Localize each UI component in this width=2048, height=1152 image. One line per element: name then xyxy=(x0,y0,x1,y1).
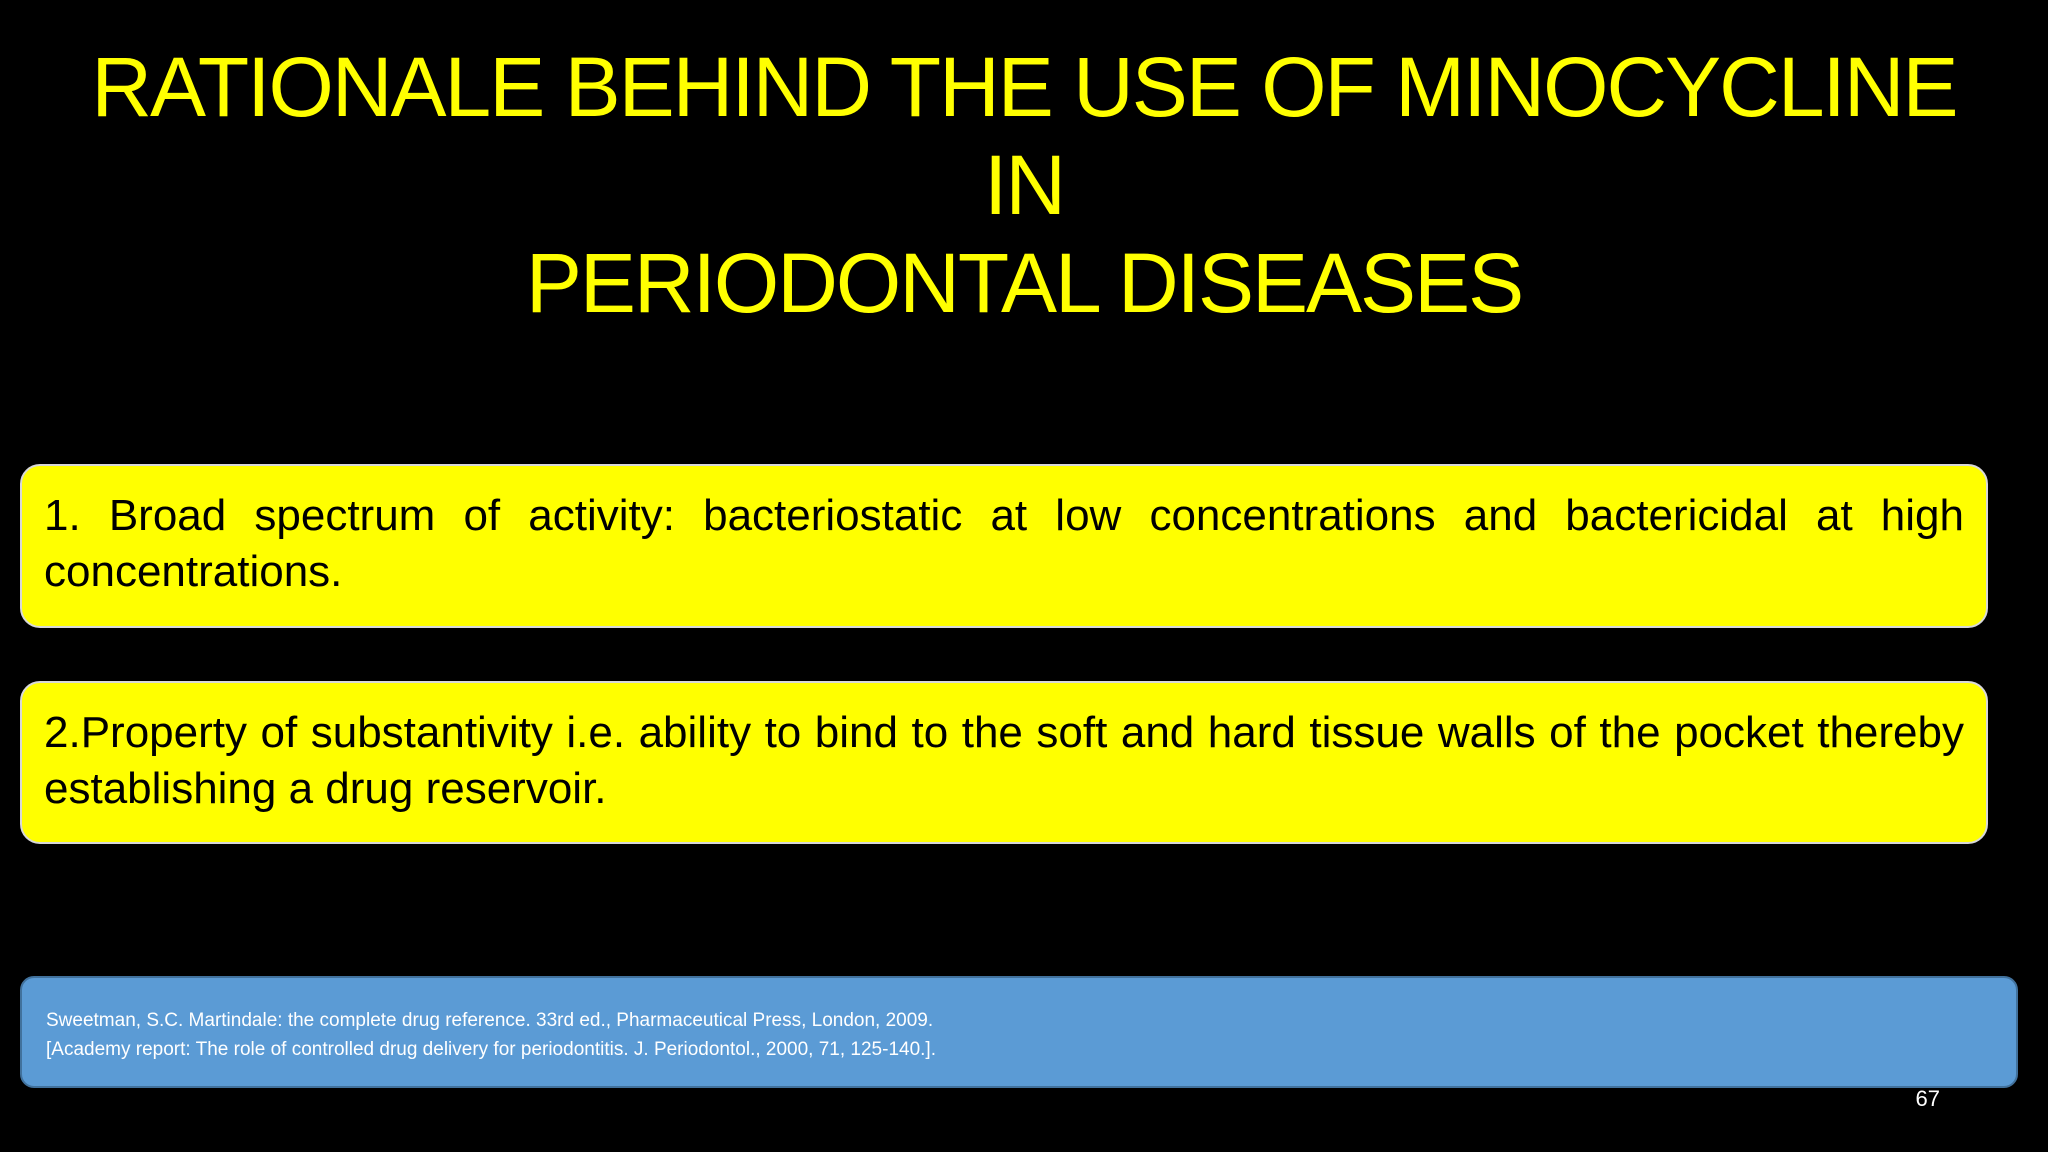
point-box-substantivity xyxy=(20,681,1988,844)
slide-title-line-2: PERIODONTAL DISEASES xyxy=(525,236,1523,330)
point-text: 1. Broad spectrum of activity: bacteriostatic at low concentrations and bactericidal at high concentrations. xyxy=(44,491,1964,596)
slide-title xyxy=(60,38,1988,332)
point-text: 2.Property of substantivity i.e. ability to bind to the soft and hard tissue walls of the pocket thereby establishing a drug reservoir. xyxy=(44,708,1964,813)
references-box xyxy=(20,976,2018,1088)
reference-martindale: Sweetman, S.C. Martindale: the complete drug reference. 33rd ed., Pharmaceutical Press, London, 2009. xyxy=(46,1010,934,1031)
point-box-broad-spectrum xyxy=(20,464,1988,628)
page-number: 67 xyxy=(1915,1086,1940,1111)
reference-academy-report: [Academy report: The role of controlled drug delivery for periodontitis. J. Periodontol., 2000, 71, 125-140.]. xyxy=(46,1039,936,1060)
slide-title-line-1: RATIONALE BEHIND THE USE OF MINOCYCLINE IN xyxy=(91,40,1957,232)
